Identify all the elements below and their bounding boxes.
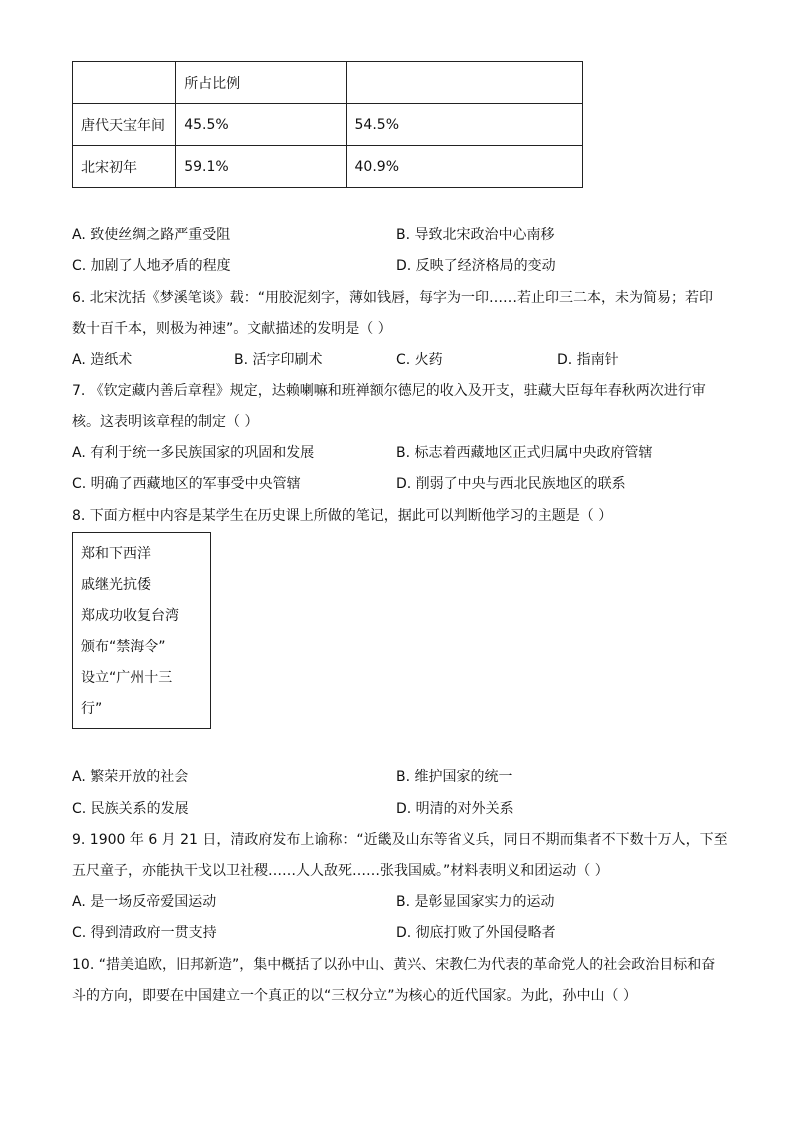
note-item: 郑和下西洋 (81, 546, 151, 562)
q5-option-a: A. 致使丝绸之路严重受阻 (72, 227, 231, 243)
q6-option-d: D. 指南针 (557, 352, 619, 368)
q8-stem-line1: 8. 下面方框中内容是某学生在历史课上所做的笔记，据此可以判断他学习的主题是（ ） (72, 508, 613, 524)
note-item: 颁布“禁海令” (81, 639, 166, 655)
q7-option-b: B. 标志着西藏地区正式归属中央政府管辖 (396, 445, 653, 461)
q6-stem-line2: 数十百千本，则极为神速”。文献描述的发明是（ ） (72, 321, 392, 337)
table-cell: 54.5% (346, 104, 582, 146)
q5-option-d: D. 反映了经济格局的变动 (396, 258, 556, 274)
q10-stem-line1: 10. “措美追欧，旧邦新造”，集中概括了以孙中山、黄兴、宋教仁为代表的革命党人的社会政治目标和奋 (72, 957, 716, 973)
table-cell: 40.9% (346, 146, 582, 188)
q7-stem-line2: 核。这表明该章程的制定（ ） (72, 414, 259, 430)
note-item: 行” (81, 701, 103, 717)
q9-option-c: C. 得到清政府一贯支持 (72, 925, 217, 941)
table-cell: 所占比例 (176, 62, 346, 104)
table-cell: 唐代天宝年间 (73, 104, 176, 146)
note-item: 设立“广州十三 (81, 670, 173, 686)
table-header-row (73, 62, 583, 104)
q9-stem-line1: 9. 1900 年 6 月 21 日，清政府发布上谕称：“近畿及山东等省义兵，同日不期而集者不下数十万人，下至 (72, 832, 728, 848)
q7-option-d: D. 削弱了中央与西北民族地区的联系 (396, 476, 626, 492)
table-cell (346, 62, 582, 104)
q5-option-b: B. 导致北宋政治中心南移 (396, 227, 555, 243)
notes-box (72, 532, 211, 729)
q9-option-d: D. 彻底打败了外国侵略者 (396, 925, 556, 941)
q7-option-a: A. 有利于统一多民族国家的巩固和发展 (72, 445, 315, 461)
q6-option-b: B. 活字印刷术 (234, 352, 323, 368)
q8-option-d: D. 明清的对外关系 (396, 801, 514, 817)
table-cell (73, 62, 176, 104)
table-row (73, 104, 583, 146)
q5-option-c: C. 加剧了人地矛盾的程度 (72, 258, 231, 274)
q7-option-c: C. 明确了西藏地区的军事受中央管辖 (72, 476, 301, 492)
q8-option-b: B. 维护国家的统一 (396, 769, 513, 785)
q8-option-a: A. 繁荣开放的社会 (72, 769, 189, 785)
table-cell: 北宋初年 (73, 146, 176, 188)
table-row (73, 146, 583, 188)
ratio-table (72, 61, 583, 188)
note-item: 戚继光抗倭 (81, 577, 151, 593)
q8-option-c: C. 民族关系的发展 (72, 801, 189, 817)
note-item: 郑成功收复台湾 (81, 608, 179, 624)
q9-option-b: B. 是彰显国家实力的运动 (396, 894, 555, 910)
q6-stem-line1: 6. 北宋沈括《梦溪笔谈》载：“用胶泥刻字，薄如钱唇，每字为一印……若止印三二本，未为简易；若印 (72, 290, 714, 306)
table-cell: 45.5% (176, 104, 346, 146)
q6-option-c: C. 火药 (396, 352, 443, 368)
q6-option-a: A. 造纸术 (72, 352, 133, 368)
q9-stem-line2: 五尺童子，亦能执干戈以卫社稷……人人敌死……张我国威。”材料表明义和团运动（ ） (72, 863, 609, 879)
q9-option-a: A. 是一场反帝爱国运动 (72, 894, 217, 910)
q10-stem-line2: 斗的方向，即要在中国建立一个真正的以“三权分立”为核心的近代国家。为此，孙中山（ ） (72, 988, 637, 1004)
table-cell: 59.1% (176, 146, 346, 188)
q7-stem-line1: 7. 《钦定藏内善后章程》规定，达赖喇嘛和班禅额尔德尼的收入及开支，驻藏大臣每年春秋两次进行审 (72, 383, 706, 399)
